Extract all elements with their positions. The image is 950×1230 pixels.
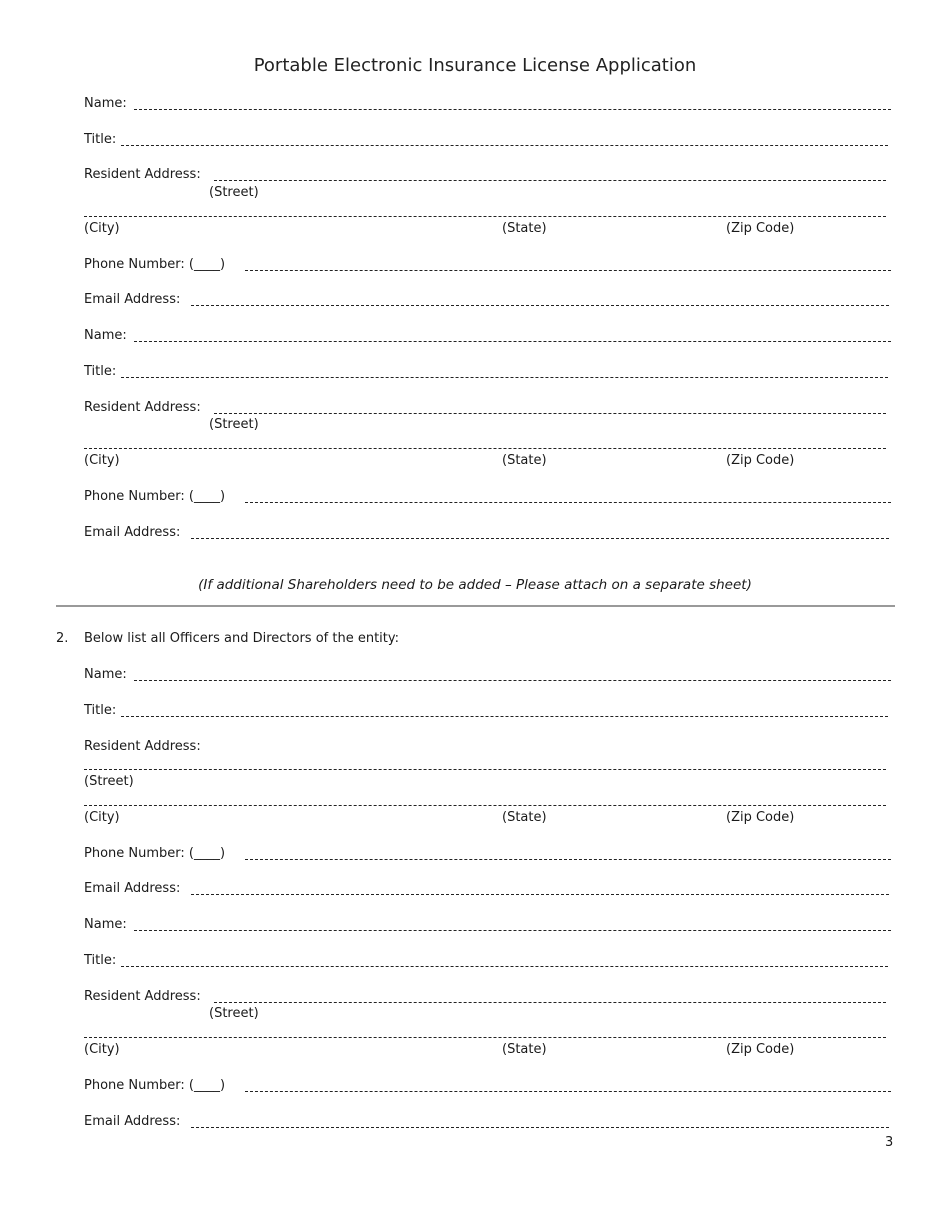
name-field[interactable] [134, 930, 891, 931]
phone-label: Phone Number: (____) [84, 846, 226, 861]
zip-caption: (Zip Code) [726, 221, 795, 236]
city-state-zip-field[interactable] [84, 448, 886, 449]
section-2-heading: Below list all Officers and Directors of the entity: [84, 631, 400, 646]
name-label: Name: [84, 667, 127, 682]
resident-address-label: Resident Address: [84, 989, 201, 1004]
section-divider [56, 605, 895, 607]
state-caption: (State) [502, 221, 547, 236]
city-caption: (City) [84, 221, 120, 236]
email-field[interactable] [191, 305, 889, 306]
street-caption: (Street) [209, 185, 259, 200]
name-label: Name: [84, 917, 127, 932]
email-label: Email Address: [84, 881, 181, 896]
phone-label: Phone Number: (____) [84, 257, 226, 272]
email-label: Email Address: [84, 525, 181, 540]
state-caption: (State) [502, 1042, 547, 1057]
email-field[interactable] [191, 894, 889, 895]
resident-address-label: Resident Address: [84, 739, 201, 754]
email-field[interactable] [191, 1127, 889, 1128]
city-caption: (City) [84, 810, 120, 825]
email-label: Email Address: [84, 292, 181, 307]
email-label: Email Address: [84, 1114, 181, 1129]
title-label: Title: [84, 703, 117, 718]
title-field[interactable] [121, 966, 888, 967]
zip-caption: (Zip Code) [726, 810, 795, 825]
title-label: Title: [84, 364, 117, 379]
zip-caption: (Zip Code) [726, 453, 795, 468]
phone-field[interactable] [245, 859, 891, 860]
street-caption: (Street) [84, 774, 134, 789]
name-field[interactable] [134, 109, 891, 110]
name-field[interactable] [134, 680, 891, 681]
title-field[interactable] [121, 377, 888, 378]
page-number: 3 [885, 1135, 894, 1150]
street-field[interactable] [214, 413, 886, 414]
title-label: Title: [84, 132, 117, 147]
name-label: Name: [84, 96, 127, 111]
state-caption: (State) [502, 810, 547, 825]
street-caption: (Street) [209, 417, 259, 432]
title-field[interactable] [121, 145, 888, 146]
phone-field[interactable] [245, 270, 891, 271]
zip-caption: (Zip Code) [726, 1042, 795, 1057]
city-caption: (City) [84, 453, 120, 468]
shareholder-note: (If additional Shareholders need to be added – Please attach on a separate sheet) [198, 577, 752, 593]
street-field[interactable] [214, 1002, 886, 1003]
section-2-number: 2. [56, 631, 69, 646]
state-caption: (State) [502, 453, 547, 468]
city-state-zip-field[interactable] [84, 805, 886, 806]
page-title: Portable Electronic Insurance License Application [253, 55, 697, 76]
city-caption: (City) [84, 1042, 120, 1057]
phone-field[interactable] [245, 1091, 891, 1092]
name-label: Name: [84, 328, 127, 343]
title-label: Title: [84, 953, 117, 968]
street-field[interactable] [214, 180, 886, 181]
city-state-zip-field[interactable] [84, 216, 886, 217]
title-field[interactable] [121, 716, 888, 717]
phone-field[interactable] [245, 502, 891, 503]
resident-address-label: Resident Address: [84, 167, 201, 182]
name-field[interactable] [134, 341, 891, 342]
street-field[interactable] [84, 769, 886, 770]
email-field[interactable] [191, 538, 889, 539]
city-state-zip-field[interactable] [84, 1037, 886, 1038]
street-caption: (Street) [209, 1006, 259, 1021]
phone-label: Phone Number: (____) [84, 489, 226, 504]
phone-label: Phone Number: (____) [84, 1078, 226, 1093]
resident-address-label: Resident Address: [84, 400, 201, 415]
